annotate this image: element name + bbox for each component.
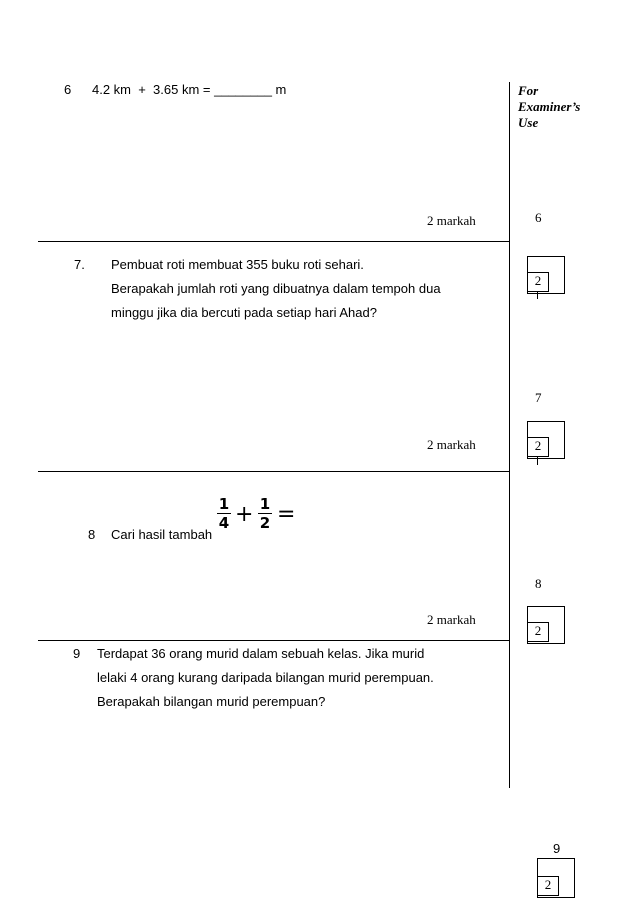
q8-equals-sign: = (277, 502, 296, 527)
q6-score-tick (537, 291, 538, 299)
examiner-label-line: Examiner’s (518, 99, 581, 114)
q6-number: 6 (64, 82, 72, 97)
q8-text: Cari hasil tambah (111, 527, 213, 542)
q9-line: lelaki 4 orang kurang daripada bilangan murid perempuan. (97, 670, 434, 685)
q8-side-number: 8 (535, 576, 542, 591)
q8-fraction-1 (217, 496, 231, 531)
q7-score-value: 2 (527, 437, 549, 457)
q8-plus-sign: + (235, 502, 254, 527)
q8-fraction-2-numerator: 1 (259, 495, 271, 513)
section-divider (38, 241, 509, 242)
q7-marks: 2 markah (427, 437, 476, 452)
q9-score-value: 2 (537, 876, 559, 896)
q7-side-number: 7 (535, 390, 542, 405)
section-divider (38, 640, 509, 641)
q8-fraction-2 (258, 496, 272, 531)
q6-marks: 2 markah (427, 213, 476, 228)
q9-number: 9 (73, 646, 81, 661)
examiner-label (518, 83, 580, 131)
q7-number: 7. (74, 257, 85, 272)
examiner-label-line: Use (518, 115, 539, 130)
examiner-label-line: For (518, 83, 539, 98)
q8-fraction-1-denominator: 4 (218, 514, 230, 532)
q9-side-number: 9 (553, 841, 561, 856)
section-divider (38, 471, 509, 472)
q9-line: Terdapat 36 orang murid dalam sebuah kelas. Jika murid (97, 646, 425, 661)
q6-score-value: 2 (527, 272, 549, 292)
q8-number: 8 (88, 527, 96, 542)
q6-side-number: 6 (535, 210, 542, 225)
q8-marks: 2 markah (427, 612, 476, 627)
q7-line: Pembuat roti membuat 355 buku roti sehari. (111, 257, 364, 272)
q8-score-value: 2 (527, 622, 549, 642)
examiner-column-divider (509, 82, 510, 788)
q7-line: minggu jika dia bercuti pada setiap hari Ahad? (111, 305, 377, 320)
q8-fraction-1-numerator: 1 (218, 495, 230, 513)
q9-line: Berapakah bilangan murid perempuan? (97, 694, 326, 709)
q7-line: Berapakah jumlah roti yang dibuatnya dalam tempoh dua (111, 281, 441, 296)
q8-fraction-2-denominator: 2 (259, 514, 271, 532)
q6-text: 4.2 km + 3.65 km = ________ m (92, 82, 287, 97)
q7-score-tick (537, 457, 538, 465)
